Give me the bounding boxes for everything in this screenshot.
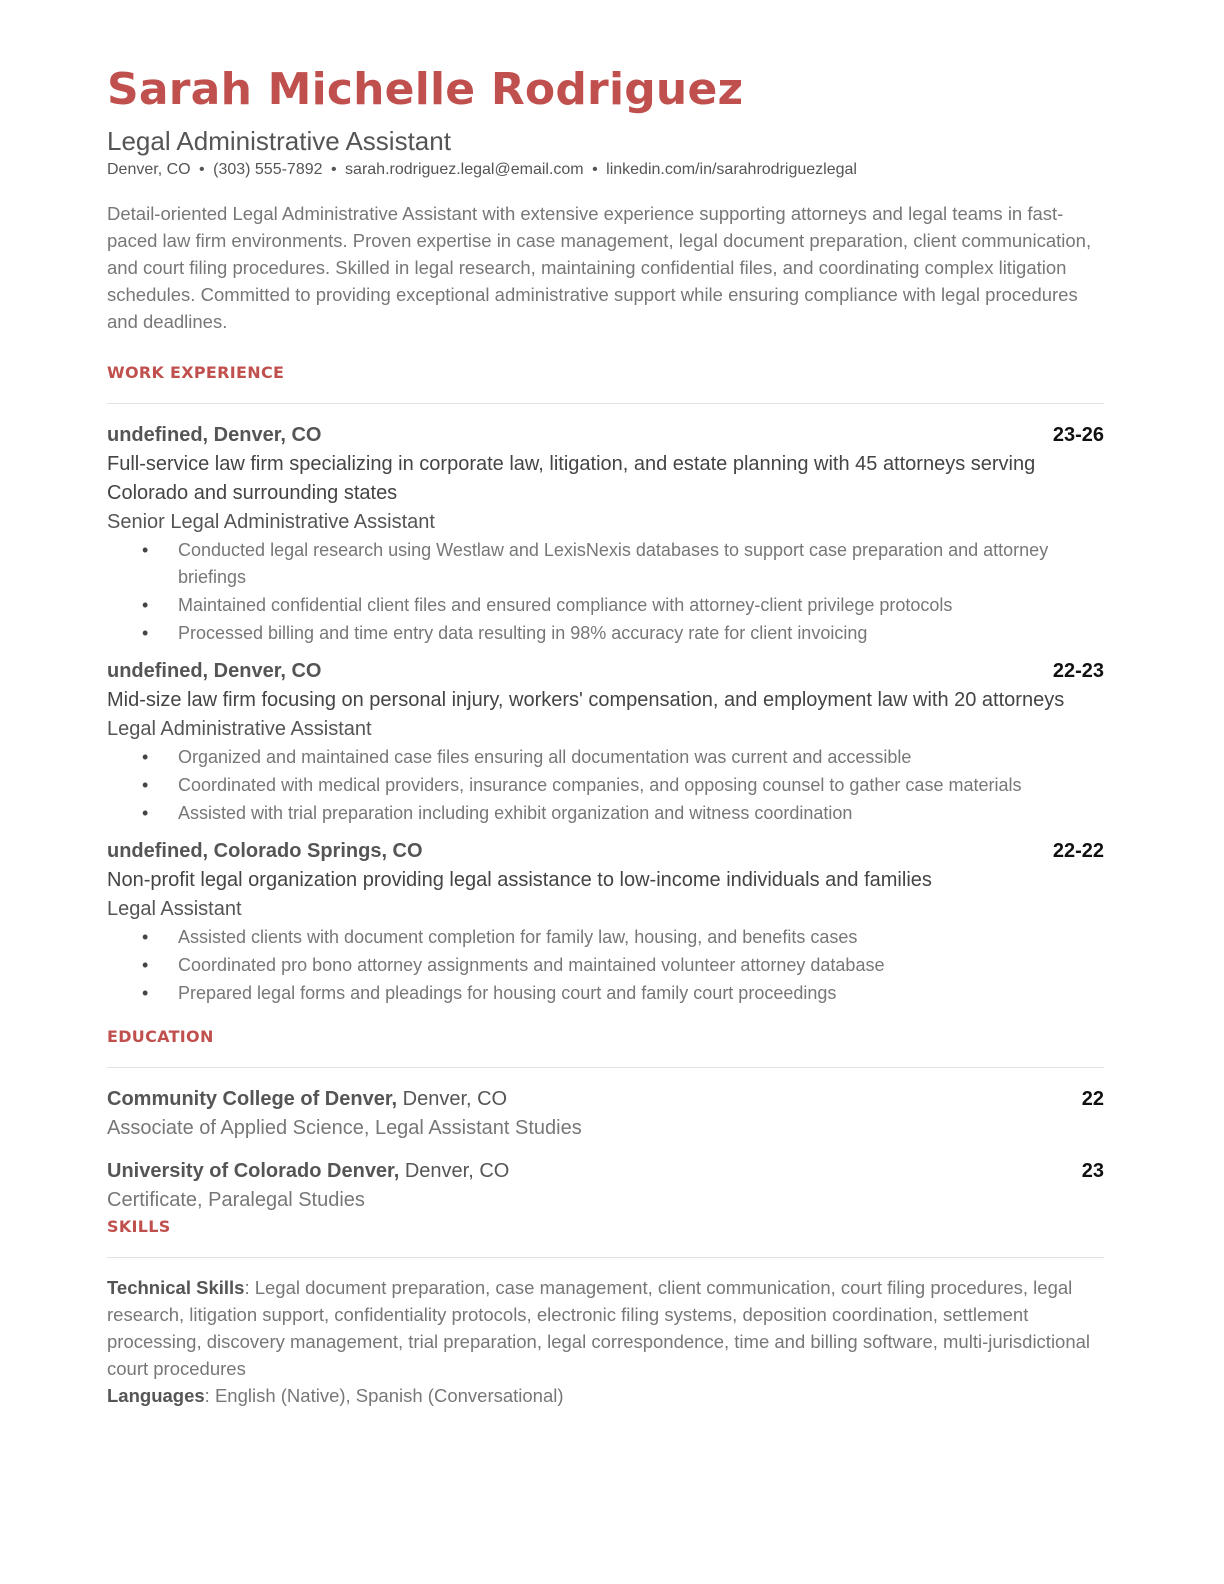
- languages: [107, 1382, 1104, 1409]
- section-divider: [107, 403, 1104, 404]
- list-item: • Organized and maintained case files ensuring all documentation was current and accessible: [178, 744, 1104, 771]
- contact-linkedin: linkedin.com/in/sarahrodriguezlegal: [606, 161, 857, 178]
- skills-heading: SKILLS: [107, 1217, 171, 1236]
- contact-phone: (303) 555-7892: [213, 161, 323, 178]
- contact-line: [107, 159, 1104, 181]
- candidate-title: Legal Administrative Assistant: [107, 126, 451, 156]
- contact-separator: •: [330, 161, 337, 178]
- job-company: undefined, Denver, CO: [107, 424, 322, 446]
- job-role: Legal Administrative Assistant: [107, 718, 372, 740]
- job-dates: 22-22: [1052, 840, 1104, 862]
- job-entry: [107, 656, 1104, 827]
- job-bullets: [107, 537, 1104, 647]
- education-degree: Associate of Applied Science, Legal Assistant Studies: [107, 1117, 582, 1139]
- job-header: [107, 836, 1104, 866]
- education-heading: EDUCATION: [107, 1027, 214, 1046]
- section-divider: [107, 1257, 1104, 1258]
- education-year: 22: [1081, 1088, 1104, 1110]
- list-item: • Coordinated pro bono attorney assignments and maintained volunteer attorney database: [178, 952, 1104, 979]
- education-entry: [107, 1084, 1104, 1143]
- job-header: [107, 420, 1104, 450]
- job-entry: [107, 836, 1104, 1007]
- education-header: [107, 1156, 1104, 1186]
- job-entry: [107, 420, 1104, 647]
- job-company: undefined, Colorado Springs, CO: [107, 840, 423, 862]
- technical-skills: [107, 1274, 1104, 1382]
- job-description: Non-profit legal organization providing legal assistance to low-income individuals and families: [107, 869, 932, 891]
- candidate-name: Sarah Michelle Rodriguez: [107, 64, 744, 115]
- resume-content: [107, 62, 1104, 1409]
- education-school: Community College of Denver,: [107, 1088, 398, 1110]
- job-header: [107, 656, 1104, 686]
- list-item: • Prepared legal forms and pleadings for housing court and family court proceedings: [178, 980, 1104, 1007]
- education-entry: [107, 1156, 1104, 1215]
- job-dates: 23-26: [1052, 424, 1104, 446]
- education-location: Denver, CO: [402, 1088, 508, 1110]
- list-item: • Conducted legal research using Westlaw and LexisNexis databases to support case preparation and attorney briefings: [178, 537, 1104, 591]
- education-degree: Certificate, Paralegal Studies: [107, 1189, 365, 1211]
- education-year: 23: [1081, 1160, 1104, 1182]
- list-item: • Coordinated with medical providers, insurance companies, and opposing counsel to gather case materials: [178, 772, 1104, 799]
- languages-label: Languages: [107, 1385, 205, 1406]
- languages-text: : English (Native), Spanish (Conversational): [204, 1385, 564, 1406]
- education-school-line: [107, 1156, 509, 1186]
- list-item: • Assisted with trial preparation including exhibit organization and witness coordination: [178, 800, 1104, 827]
- job-description: Full-service law firm specializing in corporate law, litigation, and estate planning with 45 attorneys serving Colorado and surrounding states: [107, 453, 1036, 504]
- education-location: Denver, CO: [404, 1160, 510, 1182]
- contact-separator: •: [592, 161, 598, 178]
- contact-separator: •: [199, 161, 205, 178]
- technical-skills-label: Technical Skills: [107, 1277, 245, 1298]
- list-item: • Assisted clients with document completion for family law, housing, and benefits cases: [178, 924, 1104, 951]
- contact-location: Denver, CO: [107, 161, 191, 178]
- job-bullets: [107, 924, 1104, 1007]
- education-school: University of Colorado Denver,: [107, 1160, 400, 1182]
- education-school-line: [107, 1084, 507, 1114]
- job-bullets: [107, 744, 1104, 827]
- list-item: • Processed billing and time entry data resulting in 98% accuracy rate for client invoicing: [178, 620, 1104, 647]
- job-role: Senior Legal Administrative Assistant: [107, 511, 435, 533]
- job-dates: 22-23: [1052, 660, 1104, 682]
- job-company: undefined, Denver, CO: [107, 660, 322, 682]
- work-experience-heading: WORK EXPERIENCE: [107, 363, 285, 382]
- list-item: • Maintained confidential client files and ensured compliance with attorney-client privilege protocols: [178, 592, 1104, 619]
- job-role: Legal Assistant: [107, 898, 242, 920]
- job-description: Mid-size law firm focusing on personal injury, workers' compensation, and employment law with 20 attorneys: [107, 689, 1065, 711]
- education-header: [107, 1084, 1104, 1114]
- section-divider: [107, 1067, 1104, 1068]
- technical-skills-text: : Legal document preparation, case management, client communication, court filing procedures, legal research, litigation support, confidentiality protocols, electronic filing systems, deposition coordination, settlement processing, discovery management, trial preparation, legal correspondence, time and billing software, multi-jurisdictional court procedures: [107, 1277, 1091, 1379]
- contact-email: sarah.rodriguez.legal@email.com: [345, 161, 584, 178]
- professional-summary: Detail-oriented Legal Administrative Assistant with extensive experience supporting attorneys and legal teams in fast-paced law firm environments. Proven expertise in case management, legal document preparation, client communication, and court filing procedures. Skilled in legal research, maintaining confidential files, and coordinating complex litigation schedules. Committed to providing exceptional administrative support while ensuring compliance with legal procedures and deadlines.: [107, 203, 1092, 332]
